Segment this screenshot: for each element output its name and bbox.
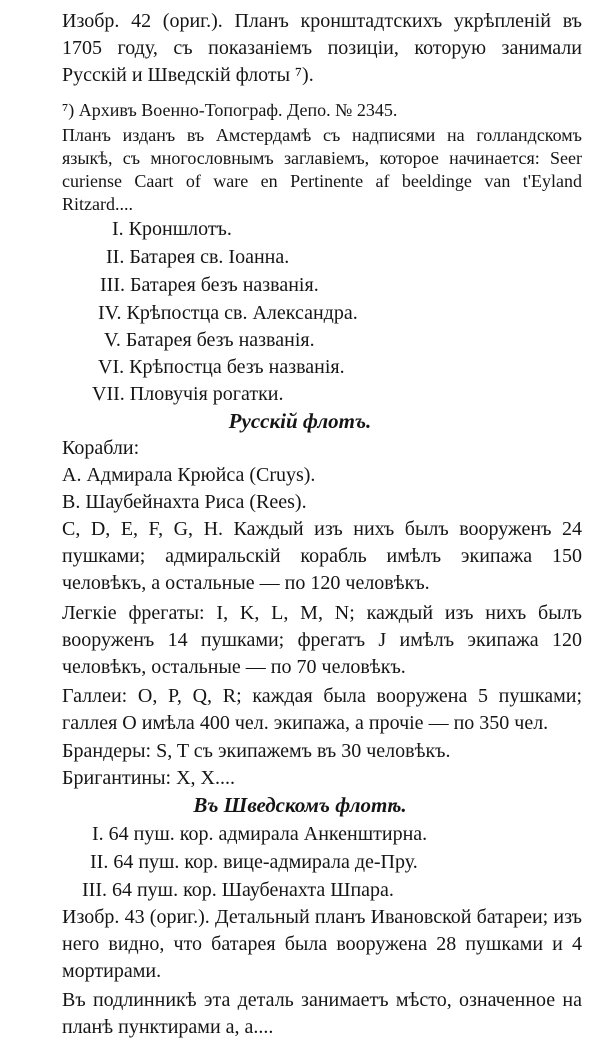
fortification-item: I. Кроншлотъ. <box>112 218 232 240</box>
galleys-paragraph: Галлеи: O, P, Q, R; каждая была вооружена 5 пушками; галлея O имѣла 400 чел. экипажа, а прочіе — по 350 чел. <box>62 685 582 734</box>
ship-item: B. Шаубейнахта Риса (Rees). <box>62 491 307 513</box>
fortification-item: V. Батарея безъ названія. <box>104 329 315 351</box>
fortification-item: II. Батарея св. Іоанна. <box>106 246 290 268</box>
swedish-ship-item: II. 64 пуш. кор. вице-адмирала де-Пру. <box>90 851 418 873</box>
fortification-item: III. Батарея безъ названія. <box>100 274 319 296</box>
fortification-item: IV. Крѣпостца св. Александра. <box>98 302 358 324</box>
brigantines-line: Бригантины: X, X.... <box>62 767 235 789</box>
ships-label: Корабли: <box>62 437 140 459</box>
caption-image-42: Изобр. 42 (ориг.). Планъ кронштадтскихъ укрѣпленій въ 1705 году, съ показаніемъ позиціи, которую занимали Русскій и Шведскій флоты ⁷). <box>62 10 582 86</box>
frigates-paragraph: Легкіе фрегаты: I, K, L, M, N; каждый изъ нихъ былъ вооруженъ 14 пушками; фрегатъ J имѣлъ экипажа 120 человѣкъ, остальные — по 70 человѣкъ. <box>62 602 582 678</box>
swedish-ship-item: I. 64 пуш. кор. адмирала Анкенштирна. <box>92 823 428 845</box>
swedish-fleet-heading: Въ Шведскомъ флотѣ. <box>193 793 407 817</box>
fortification-item: VI. Крѣпостца безъ названія. <box>98 356 345 378</box>
fortification-item: VII. Пловучія рогатки. <box>92 383 284 405</box>
footnote-archive: ⁷) Архивъ Военно-Топограф. Депо. № 2345. <box>62 100 398 120</box>
swedish-ship-item: III. 64 пуш. кор. Шаубенахта Шпара. <box>82 879 394 901</box>
russian-fleet-heading: Русскій флотъ. <box>228 409 372 433</box>
ship-item: A. Адмирала Крюйса (Cruys). <box>62 464 316 486</box>
closing-paragraph: Въ подлинникѣ эта деталь занимаетъ мѣсто, означенное на планѣ пунктирами a, a.... <box>62 989 582 1038</box>
caption-image-43: Изобр. 43 (ориг.). Детальный планъ Ивановской батареи; изъ него видно, что батарея была вооружена 28 пушками и 4 мортирами. <box>62 906 582 982</box>
fireships-line: Брандеры: S, T съ экипажемъ въ 30 человѣкъ. <box>62 740 451 762</box>
ships-c-h-paragraph: C, D, E, F, G, H. Каждый изъ нихъ былъ вооруженъ 24 пушками; адмиральскій корабль имѣлъ экипажа 150 человѣкъ, а остальные — по 120 человѣкъ. <box>62 518 582 594</box>
footnote-description: Планъ изданъ въ Амстердамѣ съ надписями на голландскомъ языкѣ, съ многословнымъ заглавіемъ, которое начинается: Seer curiense Caart of ware en Pertinente af beeldinge van t'Eyland Ritzard.... <box>62 125 582 214</box>
